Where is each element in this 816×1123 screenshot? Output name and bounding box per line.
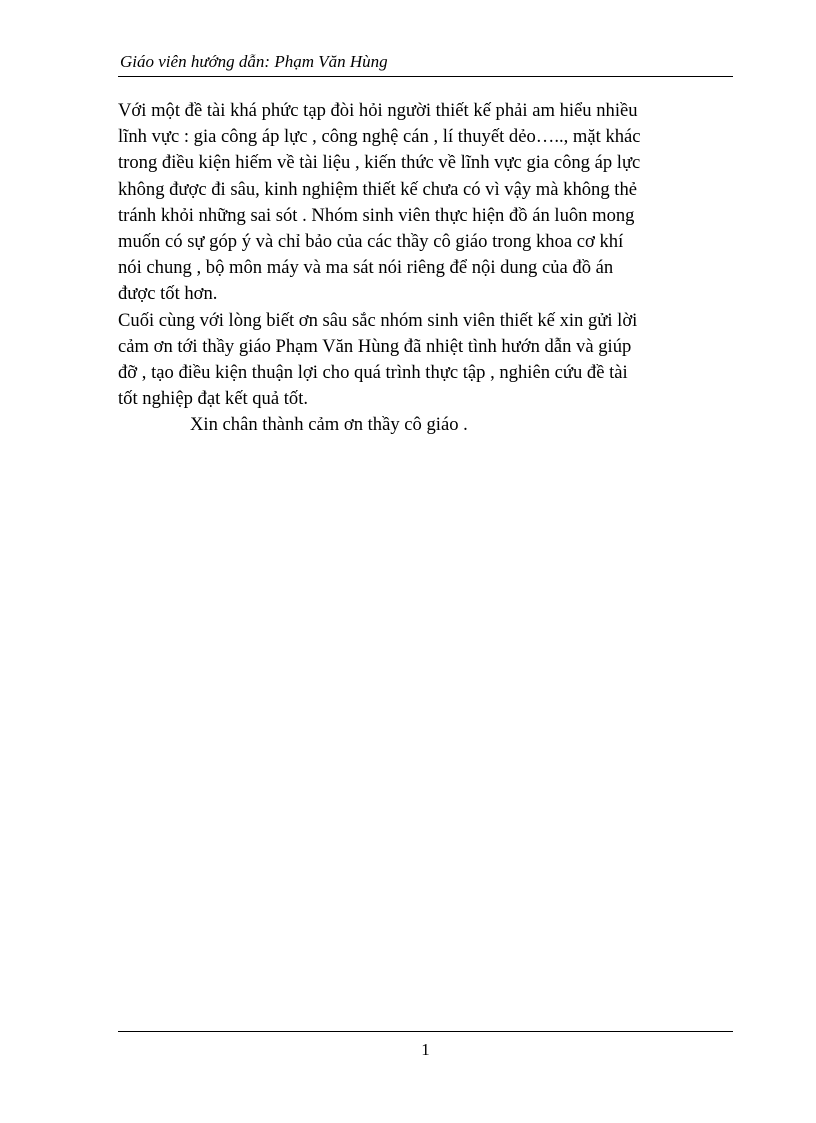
paragraph-line: Với một đề tài khá phức tạp đòi hỏi người thiết kế phải am hiểu nhiều	[118, 100, 638, 121]
paragraph-line: tránh khỏi những sai sót . Nhóm sinh viên thực hiện đồ án luôn mong	[118, 204, 635, 226]
paragraph-line: muốn có sự góp ý và chỉ bảo của các thầy cô giáo trong khoa cơ khí	[118, 231, 624, 253]
paragraph-line: nói chung , bộ môn máy và ma sát nói riêng để nội dung của đồ án	[118, 257, 614, 279]
header-text: Giáo viên hướng dẫn: Phạm Văn Hùng	[120, 52, 388, 71]
footer-divider	[118, 1031, 733, 1032]
paragraph-line: được tốt hơn.	[118, 283, 218, 305]
paragraph-line: tốt nghiệp đạt kết quả tốt.	[118, 388, 309, 410]
paragraph-line: lĩnh vực : gia công áp lực , công nghệ cán , lí thuyết dẻo….., mặt khác	[118, 126, 641, 148]
page-header	[118, 50, 733, 77]
body-text	[118, 98, 738, 439]
paragraph-line: không được đi sâu, kinh nghiệm thiết kế chưa có vì vậy mà không thẻ	[118, 178, 637, 200]
paragraph-line: trong điều kiện hiếm về tài liệu , kiến thức về lĩnh vực gia công áp lực	[118, 152, 641, 174]
page-number: 1	[421, 1040, 430, 1059]
closing-line: Xin chân thành cảm ơn thầy cô giáo .	[190, 414, 468, 436]
paragraph-line: cảm ơn tới thầy giáo Phạm Văn Hùng đã nhiệt tình hướn dẫn và giúp	[118, 335, 632, 357]
paragraph-line: Cuối cùng với lòng biết ơn sâu sắc nhóm sinh viên thiết kế xin gửi lời	[118, 309, 638, 331]
paragraph-line: đỡ , tạo điều kiện thuận lợi cho quá trình thực tập , nghiên cứu đề tài	[118, 362, 628, 384]
